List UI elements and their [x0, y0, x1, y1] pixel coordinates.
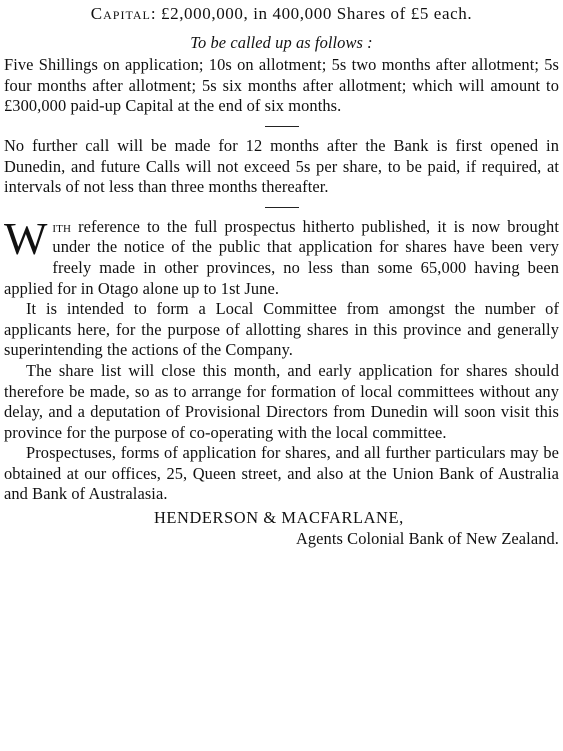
drop-cap: W	[4, 212, 47, 264]
calls-heading: To be called up as follows :	[190, 32, 373, 52]
further-call-paragraph: No further call will be made for 12 months after the Bank is first opened in Dunedin, and future Calls will not exceed 5s per share, to be paid, if required, at intervals of not less than three months thereafter.	[4, 135, 559, 197]
capital-line	[4, 4, 559, 25]
section-divider	[265, 126, 299, 127]
body-paragraph-1	[4, 212, 559, 299]
signature-name: HENDERSON & MACFARLANE,	[154, 508, 404, 528]
section-divider	[265, 207, 299, 208]
body-paragraph-4: Prospectuses, forms of application for shares, and all further particulars may be obtained at our offices, 25, Queen street, and also at the Union Bank of Australia and Bank of Australasia.	[4, 443, 559, 504]
first-word-rest: ith	[52, 216, 72, 236]
capital-label: Capital	[90, 4, 151, 23]
body-paragraph-2: It is intended to form a Local Committee from amongst the number of applicants here, for the purpose of allotting shares in this province and generally superintending the actions of the Company.	[4, 299, 559, 360]
body-paragraph-1-text: reference to the full prospectus hitherto published, it is now brought under the notice of the public that application for shares have been very freely made in other provinces, no less than some 65,000 having been applied for in Otago alone up to 1st June.	[4, 216, 559, 298]
capital-text: : £2,000,000, in 400,000 Shares of £5 each.	[150, 4, 473, 23]
signature-role: Agents Colonial Bank of New Zealand.	[295, 528, 559, 548]
calls-paragraph: Five Shillings on application; 10s on allotment; 5s two months after allotment; 5s four months after allotment; 5s six months after allotment; which will amount to £300,000 paid-up Capital at the end of six months.	[4, 55, 559, 116]
body-paragraph-3: The share list will close this month, and early application for shares should therefore be made, so as to arrange for formation of local committees without any delay, and a deputation of Provisional Directors from Dunedin will soon visit this province for the purpose of co-operating with the local committee.	[4, 360, 559, 442]
advertisement	[4, 0, 559, 549]
